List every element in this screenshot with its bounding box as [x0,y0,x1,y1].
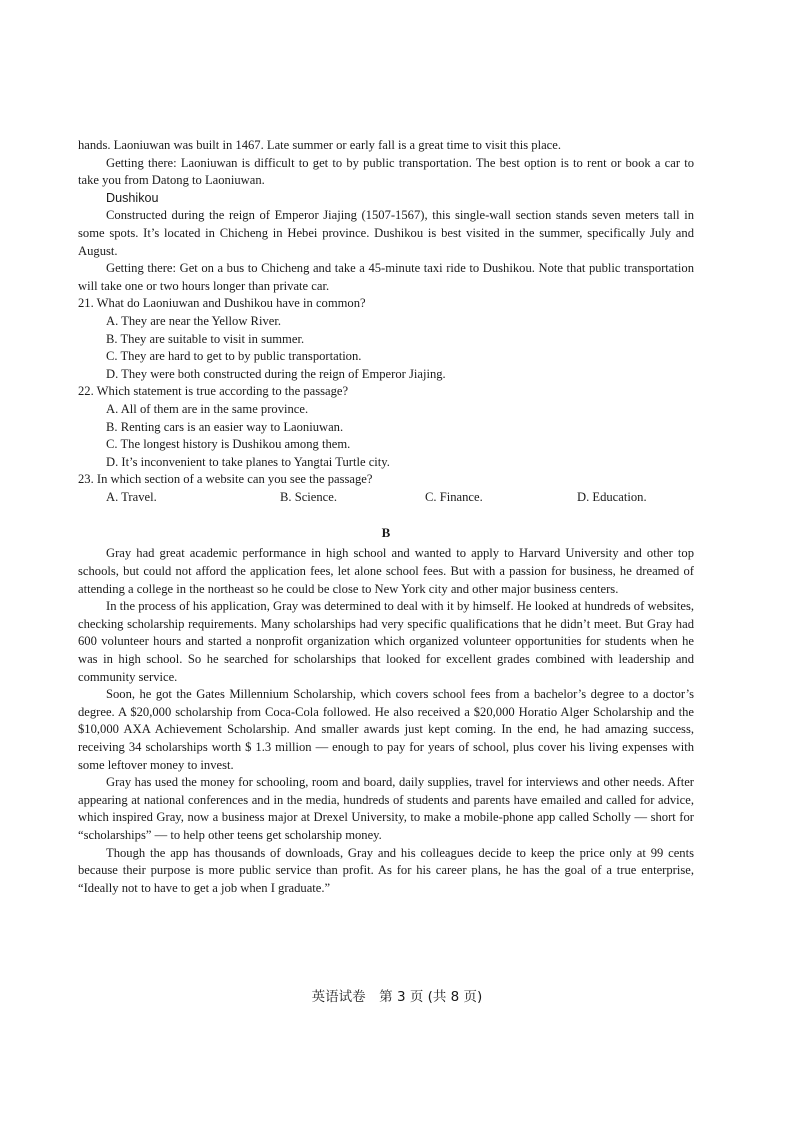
laoniuwan-tail: hands. Laoniuwan was built in 1467. Late summer or early fall is a great time to visit this place. [78,138,561,152]
dushikou-description: Constructed during the reign of Emperor Jiajing (1507-1567), this single-wall section stands seven meters tall in some spots. It’s located in Chicheng in Hebei province. Dushikou is best visited in the summer, specifically July and August. [78,208,694,258]
question-22 [78,383,694,471]
option: C. The longest history is Dushikou among them. [106,437,351,452]
section-b-heading: B [381,525,391,541]
option: C. They are hard to get to by public transportation. [106,349,362,364]
question-23 [78,471,694,506]
passage-b-paragraph-4: Gray has used the money for schooling, room and board, daily supplies, travel for interviews and other needs. After appearing at national conferences and in the media, hundreds of students and parents have emailed and called for advice, which inspired Gray, now a business major at Drexel University, to make a mobile-phone app called Scholly — short for “scholarships” — to help other teens get scholarship money. [78,775,694,842]
page-content [78,137,694,897]
passage-b-paragraph-2: In the process of his application, Gray was determined to deal with it by himself. He looked at hundreds of websites, checking scholarship requirements. Many scholarships had very specific qualifications that he didn’t meet. But Gray had 600 volunteer hours and started a nonprofit organization which organized volunteer opportunities for students when he was in high school. So he searched for scholarships that looked for excellent grades combined with leadership and community service. [78,599,694,684]
laoniuwan-getting-there: Getting there: Laoniuwan is difficult to get to by public transportation. The best option is to rent or book a car to take you from Datong to Laoniuwan. [78,155,694,188]
options-row [106,489,694,507]
option: D. They were both constructed during the reign of Emperor Jiajing. [106,366,446,381]
dushikou-heading: Dushikou [106,190,159,205]
question-21 [78,295,694,383]
question-stem: 23. In which section of a website can you see the passage? [78,472,373,487]
option: A. Travel. [106,489,157,504]
question-stem: 21. What do Laoniuwan and Dushikou have in common? [78,296,366,311]
option: A. They are near the Yellow River. [106,313,281,328]
passage-b-paragraph-3: Soon, he got the Gates Millennium Scholarship, which covers school fees from a bachelor’s degree to a doctor’s degree. A $20,000 scholarship from Coca-Cola followed. He also received a $20,000 Horatio Alger Scholarship and the $10,000 AXA Achievement Scholarship. And smaller awards just kept coming. In the end, he had amazing success, receiving 34 scholarships worth $ 1.3 million — enough to pay for years of school, plus cover his living expenses with some leftover money to invest. [78,687,694,772]
question-stem: 22. Which statement is true according to the passage? [78,384,349,399]
passage-b-paragraph-1: Gray had great academic performance in high school and wanted to apply to Harvard University and other top schools, but could not afford the application fees, let alone school fees. But with a passion for business, he dreamed of attending a college in the northeast so he could be close to New York city and other major business centers. [78,546,694,596]
option: D. It’s inconvenient to take planes to Yangtai Turtle city. [106,454,390,469]
option: B. They are suitable to visit in summer. [106,331,305,346]
option: B. Renting cars is an easier way to Laoniuwan. [106,419,344,434]
dushikou-getting-there: Getting there: Get on a bus to Chicheng and take a 45-minute taxi ride to Dushikou. Note that public transportation will take one or two hours longer than private car. [78,261,694,293]
option: B. Science. [280,489,338,504]
option: C. Finance. [425,489,483,504]
option: D. Education. [577,489,647,504]
passage-b-paragraph-5: Though the app has thousands of downloads, Gray and his colleagues decide to keep the price only at 99 cents because their purpose is more public service than profit. As for his career plans, he has the goal of a true enterprise, “Ideally not to have to get a job when I graduate.” [78,845,694,895]
page-footer: 英语试卷 第 3 页 (共 8 页) [311,989,483,1005]
option: A. All of them are in the same province. [106,401,309,416]
